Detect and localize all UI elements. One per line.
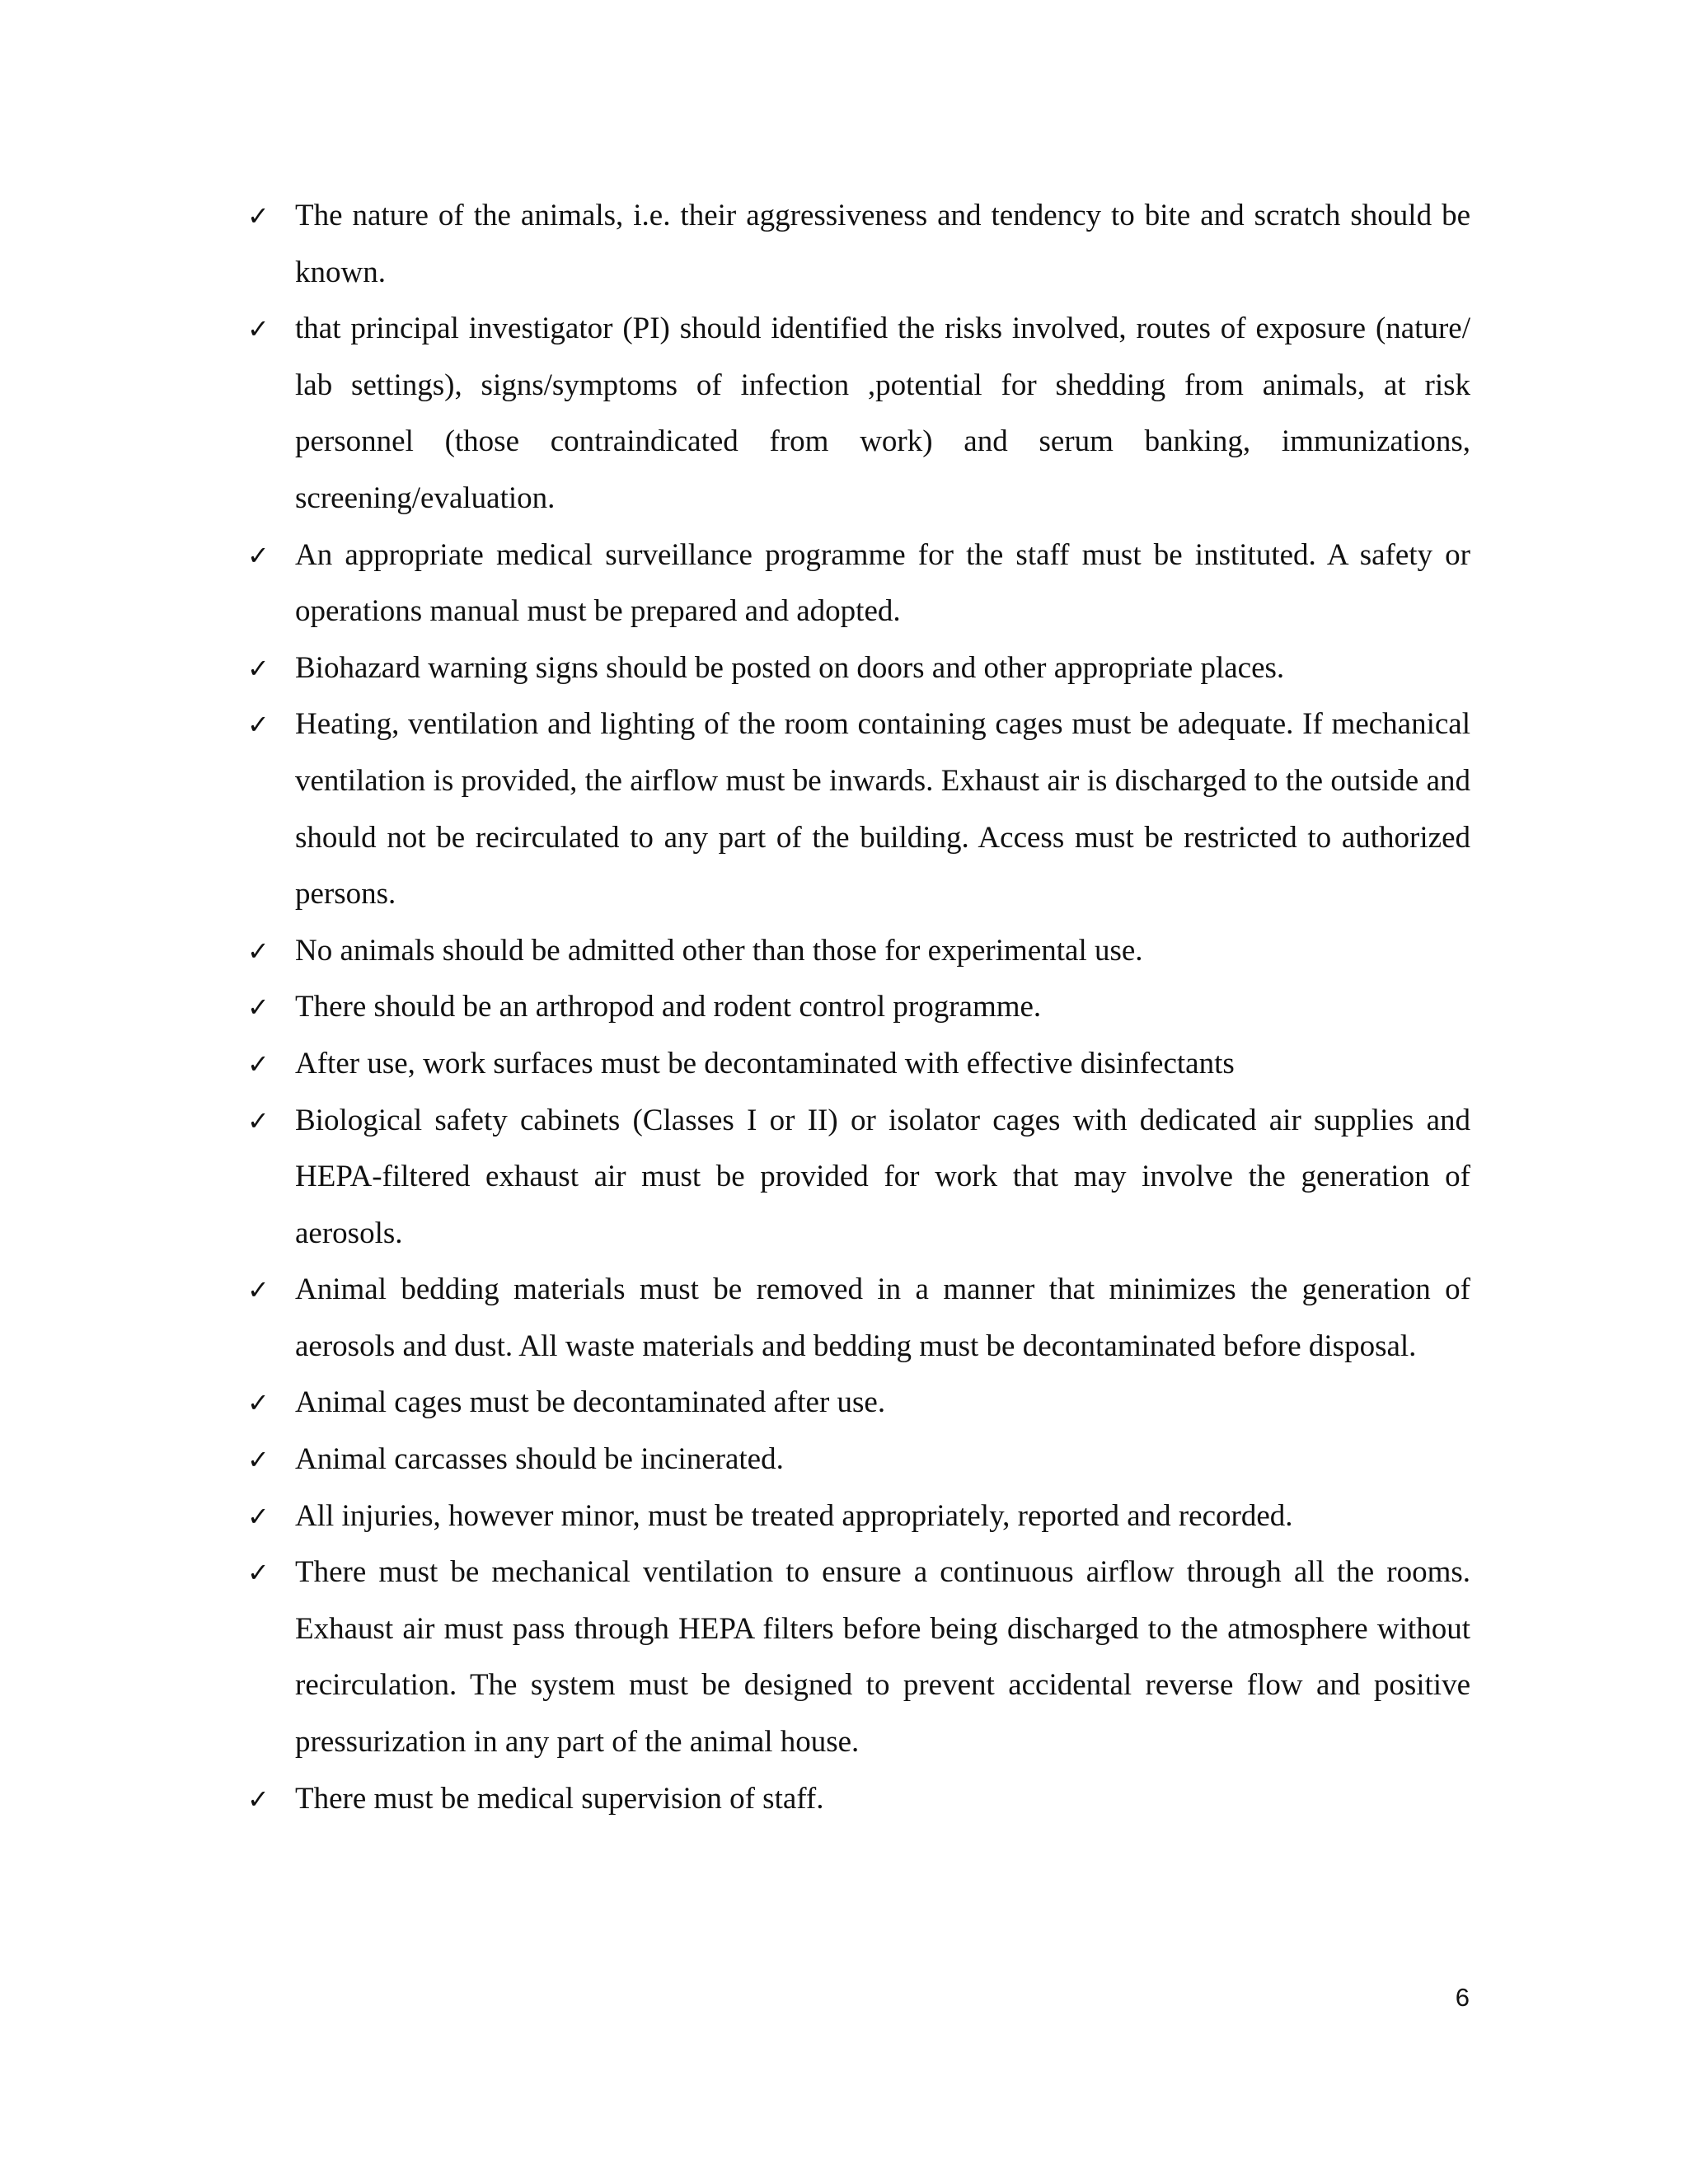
- list-item: [246, 188, 1470, 301]
- checkmark-icon: ✓: [247, 313, 270, 345]
- checkmark-icon: ✓: [247, 1783, 270, 1815]
- list-item-text: Animal carcasses should be incinerated.: [295, 1442, 784, 1477]
- list-item-text: Animal bedding materials must be removed in a manner that minimizes the generation of aerosols and dust. All waste materials and bedding must be decontaminated before disposal.: [295, 1272, 1470, 1363]
- list-item-text: There must be mechanical ventilation to ensure a continuous airflow through all the rooms. Exhaust air must pass through HEPA filters before being discharged to the atmosphere without recirculation. The system must be designed to prevent accidental reverse flow and positive pressurization in any part of the animal house.: [295, 1555, 1470, 1760]
- list-item: [246, 1093, 1470, 1263]
- list-item-text: The nature of the animals, i.e. their aggressiveness and tendency to bite and scratch should be known.: [295, 199, 1470, 289]
- list-item-text: Biological safety cabinets (Classes I or II) or isolator cages with dedicated air supplies and HEPA-filtered exhaust air must be provided for work that may involve the generation of aerosols.: [295, 1103, 1470, 1250]
- list-item-text: that principal investigator (PI) should identified the risks involved, routes of exposure (nature/ lab settings), signs/symptoms of infection ,potential for shedding from animals, at risk personnel (those contraindicated from work) and serum banking, immunizations, screening/evaluation.: [295, 312, 1470, 515]
- checkmark-icon: ✓: [247, 991, 270, 1024]
- checkmark-icon: ✓: [247, 1274, 270, 1306]
- checkmark-icon: ✓: [247, 935, 270, 967]
- list-item: [246, 1262, 1470, 1375]
- checkmark-icon: ✓: [247, 1500, 270, 1532]
- list-item: [246, 696, 1470, 922]
- checkmark-icon: ✓: [247, 539, 270, 571]
- list-item: [246, 640, 1470, 697]
- checkmark-icon: ✓: [247, 200, 270, 232]
- checkmark-icon: ✓: [247, 1387, 270, 1419]
- list-item-text: An appropriate medical surveillance programme for the staff must be instituted. A safety or operations manual must be prepared and adopted.: [295, 537, 1470, 629]
- checkmark-icon: ✓: [247, 1104, 270, 1137]
- checkmark-icon: ✓: [247, 652, 270, 684]
- checklist: [246, 188, 1470, 1827]
- list-item-text: There should be an arthropod and rodent control programme.: [295, 990, 1042, 1024]
- list-item: [246, 1036, 1470, 1093]
- checkmark-icon: ✓: [247, 709, 270, 741]
- list-item-text: All injuries, however minor, must be treated appropriately, reported and recorded.: [295, 1498, 1293, 1533]
- list-item: [246, 1544, 1470, 1770]
- list-item-text: There must be medical supervision of staff.: [295, 1781, 824, 1816]
- list-item: [246, 1771, 1470, 1828]
- list-item: [246, 1488, 1470, 1545]
- list-item: [246, 301, 1470, 527]
- list-item: [246, 527, 1470, 640]
- page-number: 6: [1455, 1983, 1470, 2012]
- checkmark-icon: ✓: [247, 1047, 270, 1080]
- list-item-text: After use, work surfaces must be decontaminated with effective disinfectants: [295, 1046, 1235, 1080]
- list-item-text: Heating, ventilation and lighting of the room containing cages must be adequate. If mechanical ventilation is provided, the airflow must be inwards. Exhaust air is discharged to the outside and should not be recirculated to any part of the building. Access must be restricted to authorized persons.: [295, 707, 1470, 912]
- list-item-text: Biohazard warning signs should be posted on doors and other appropriate places.: [295, 650, 1285, 685]
- list-item: [246, 1432, 1470, 1488]
- list-item-text: Animal cages must be decontaminated after use.: [295, 1385, 886, 1420]
- list-item: [246, 979, 1470, 1036]
- checkmark-icon: ✓: [247, 1444, 270, 1476]
- list-item-text: No animals should be admitted other than those for experimental use.: [295, 933, 1143, 968]
- list-item: [246, 923, 1470, 980]
- checkmark-icon: ✓: [247, 1557, 270, 1589]
- list-item: [246, 1375, 1470, 1432]
